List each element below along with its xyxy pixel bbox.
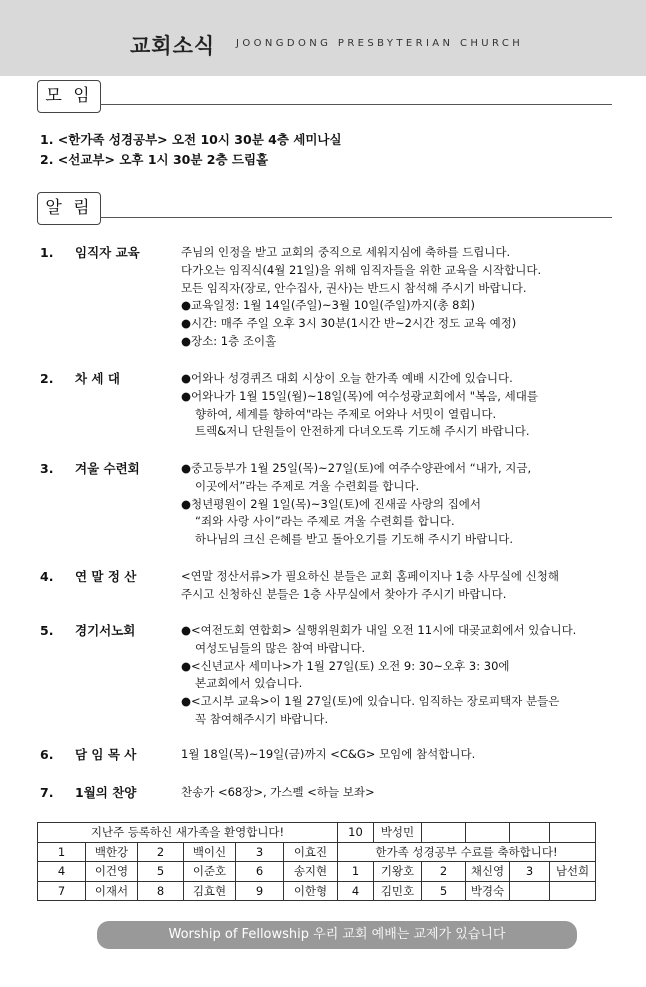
table-cell: 이재서 bbox=[86, 881, 138, 901]
item-line: 트렉&저니 단원들이 안전하게 다녀오도록 기도해 주시기 바랍니다. bbox=[195, 424, 530, 439]
table-cell bbox=[466, 823, 510, 843]
item-line: 꼭 참여해주시기 바랍니다. bbox=[195, 711, 329, 726]
item-line: 모든 임직자(장로, 안수집사, 권사)는 반드시 참석해 주시기 바랍니다. bbox=[181, 280, 527, 295]
table-cell: 송지현 bbox=[284, 862, 338, 882]
table-row bbox=[38, 842, 596, 862]
table-cell: 백한강 bbox=[86, 842, 138, 862]
item-line: ●중고등부가 1월 25일(목)~27일(토)에 여주수양관에서 “내가, 지금, bbox=[181, 461, 532, 475]
divider bbox=[100, 104, 612, 105]
item-line: 본교회에서 있습니다. bbox=[195, 676, 303, 691]
table-cell bbox=[550, 823, 596, 843]
item-label: 담 임 목 사 bbox=[75, 747, 137, 762]
table-cell: 김민호 bbox=[374, 881, 422, 901]
table-cell: 이건영 bbox=[86, 862, 138, 882]
table-cell: 채신영 bbox=[466, 862, 510, 882]
table-cell: 박경숙 bbox=[466, 881, 510, 901]
table-row bbox=[38, 823, 596, 843]
new-family-title: 지난주 등록하신 새가족을 환영합니다! bbox=[38, 823, 338, 843]
item-body bbox=[181, 370, 621, 441]
item-number: 5. bbox=[40, 623, 54, 638]
table-cell: 기왕호 bbox=[374, 862, 422, 882]
page-title: 교회소식 bbox=[130, 34, 216, 58]
item-line: ●장소: 1층 조이홀 bbox=[181, 333, 277, 348]
item-line: “죄와 사랑 사이”라는 주제로 겨울 수련회를 합니다. bbox=[195, 514, 455, 529]
item-label: 차 세 대 bbox=[75, 371, 120, 386]
table-cell: 5 bbox=[422, 881, 466, 901]
table-cell: 5 bbox=[138, 862, 184, 882]
item-body bbox=[181, 746, 621, 764]
table-cell: 3 bbox=[510, 862, 550, 882]
table-cell: 7 bbox=[38, 881, 86, 901]
item-label: 1월의 찬양 bbox=[75, 785, 137, 800]
table-cell: 남선희 bbox=[550, 862, 596, 882]
item-number: 2. bbox=[40, 371, 54, 386]
table-cell: 4 bbox=[338, 881, 374, 901]
item-body bbox=[181, 244, 621, 351]
meetings-heading: 모 임 bbox=[37, 80, 101, 113]
table-cell: 2 bbox=[138, 842, 184, 862]
item-line: 찬송가 <68장>, 가스펠 <하늘 보좌> bbox=[181, 785, 375, 799]
item-line: 이곳에서”라는 주제로 겨울 수련회를 합니다. bbox=[195, 478, 420, 493]
footer-banner: Worship of Fellowship 우리 교회 예배는 교제가 있습니다 bbox=[97, 921, 577, 949]
table-cell bbox=[510, 881, 550, 901]
divider bbox=[100, 217, 612, 218]
announcements-heading: 알 림 bbox=[37, 192, 101, 225]
item-line: ●<고시부 교육>이 1월 27일(토)에 있습니다. 임직하는 장로피택자 분들은 bbox=[181, 694, 560, 709]
item-label: 임직자 교육 bbox=[75, 245, 140, 260]
table-cell: 2 bbox=[422, 862, 466, 882]
table-cell: 이한형 bbox=[284, 881, 338, 901]
item-body bbox=[181, 460, 621, 549]
item-body bbox=[181, 568, 621, 604]
item-line: ●어와나 성경퀴즈 대회 시상이 오늘 한가족 예배 시간에 있습니다. bbox=[181, 371, 513, 385]
item-body bbox=[181, 622, 621, 729]
item-line: ●<신년교사 세미나>가 1월 27일(토) 오전 9: 30~오후 3: 30에 bbox=[181, 658, 510, 673]
table-cell: 이준호 bbox=[184, 862, 236, 882]
table-row bbox=[38, 881, 596, 901]
item-line: ●시간: 매주 주일 오후 3시 30분(1시간 반~2시간 정도 교육 예정) bbox=[181, 316, 517, 331]
item-line: 여성도님들의 많은 참여 바랍니다. bbox=[195, 640, 366, 655]
table-cell: 1 bbox=[338, 862, 374, 882]
graduate-title: 한가족 성경공부 수료를 축하합니다! bbox=[338, 842, 596, 862]
table-row bbox=[38, 862, 596, 882]
item-number: 7. bbox=[40, 785, 54, 800]
item-line: ●청년평원이 2월 1일(목)~3일(토)에 진새골 사랑의 집에서 bbox=[181, 496, 482, 511]
item-number: 1. bbox=[40, 245, 54, 260]
item-line: ●교육일정: 1월 14일(주일)~3월 10일(주일)까지(총 8회) bbox=[181, 298, 476, 313]
registration-table bbox=[37, 822, 596, 901]
church-name: JOONGDONG PRESBYTERIAN CHURCH bbox=[236, 38, 524, 49]
table-cell bbox=[422, 823, 466, 843]
item-line: 1월 18일(목)~19일(금)까지 <C&G> 모임에 참석합니다. bbox=[181, 747, 476, 761]
item-number: 4. bbox=[40, 569, 54, 584]
meeting-item: 1. <한가족 성경공부> 오전 10시 30분 4층 세미나실 bbox=[40, 132, 342, 147]
item-label: 연 말 정 산 bbox=[75, 569, 137, 584]
table-cell: 박성민 bbox=[374, 823, 422, 843]
table-cell: 이효진 bbox=[284, 842, 338, 862]
item-line: 하나님의 크신 은혜를 받고 돌아오기를 기도해 주시기 바랍니다. bbox=[195, 532, 514, 547]
item-line: ●어와나가 1월 15일(월)~18일(목)에 여수성광교회에서 "복음, 세대를 bbox=[181, 388, 538, 403]
table-cell: 3 bbox=[236, 842, 284, 862]
page-header bbox=[0, 0, 646, 76]
table-cell: 8 bbox=[138, 881, 184, 901]
table-cell: 6 bbox=[236, 862, 284, 882]
item-body bbox=[181, 784, 621, 802]
item-label: 겨울 수련회 bbox=[75, 461, 140, 476]
meeting-item: 2. <선교부> 오후 1시 30분 2층 드림홀 bbox=[40, 152, 269, 167]
item-line: 다가오는 임직식(4월 21일)을 위해 임직자들을 위한 교육을 시작합니다. bbox=[181, 262, 542, 277]
table-cell bbox=[550, 881, 596, 901]
item-number: 6. bbox=[40, 747, 54, 762]
item-line: 주시고 신청하신 분들은 1층 사무실에서 찾아가 주시기 바랍니다. bbox=[181, 586, 507, 601]
item-line: <연말 정산서류>가 필요하신 분들은 교회 홈페이지나 1층 사무실에 신청해 bbox=[181, 569, 559, 583]
table-cell: 9 bbox=[236, 881, 284, 901]
table-cell: 1 bbox=[38, 842, 86, 862]
item-line: 향하여, 세계를 향하여"라는 주제로 어와나 서밋이 열립니다. bbox=[195, 406, 497, 421]
item-label: 경기서노회 bbox=[75, 623, 136, 638]
item-line: ●<여전도회 연합회> 실행위원회가 내일 오전 11시에 대곶교회에서 있습니다. bbox=[181, 623, 577, 637]
table-cell: 김효현 bbox=[184, 881, 236, 901]
item-line: 주님의 인정을 받고 교회의 중직으로 세워지심에 축하를 드립니다. bbox=[181, 245, 511, 259]
item-number: 3. bbox=[40, 461, 54, 476]
table-cell: 10 bbox=[338, 823, 374, 843]
table-cell bbox=[510, 823, 550, 843]
table-cell: 4 bbox=[38, 862, 86, 882]
table-cell: 백이신 bbox=[184, 842, 236, 862]
